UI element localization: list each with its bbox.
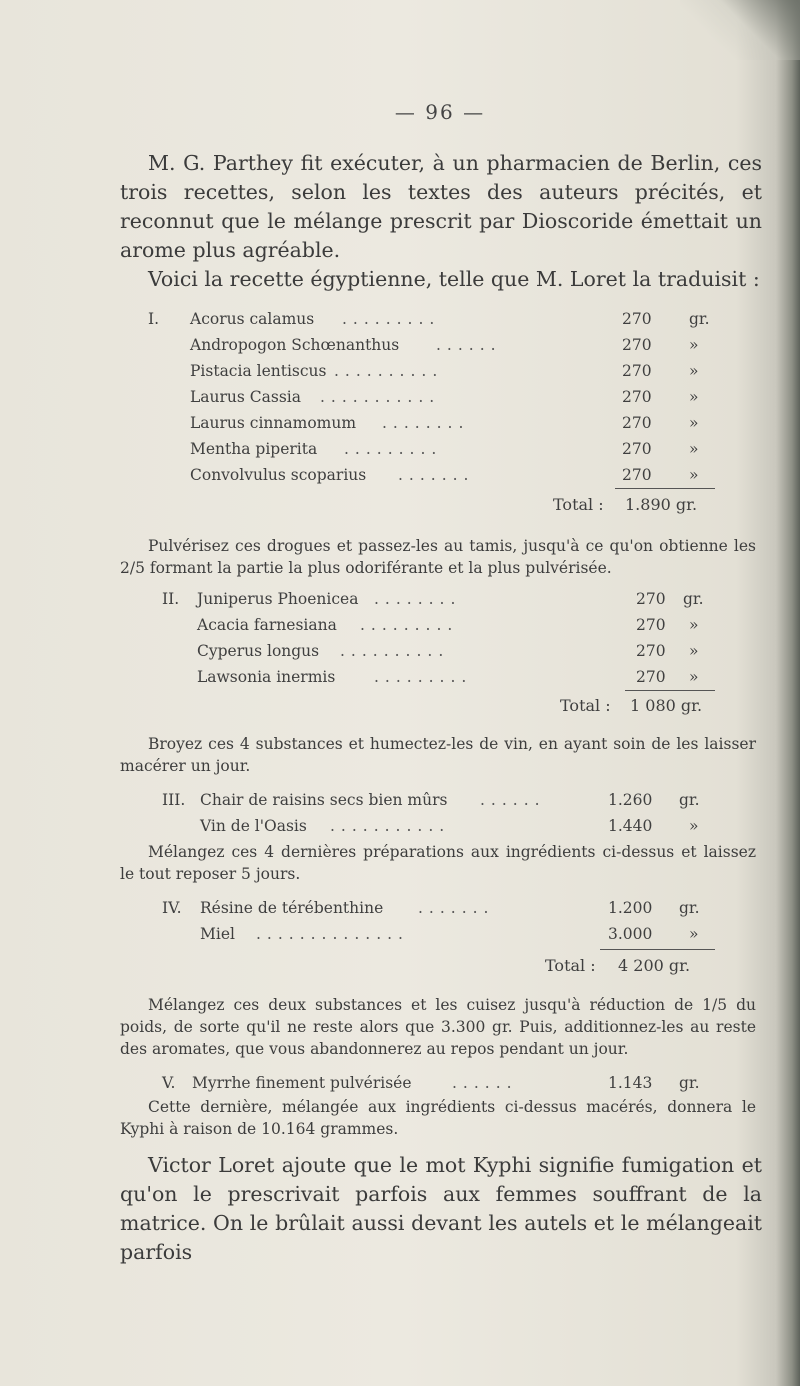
total-rule	[615, 488, 715, 489]
instruction-paragraph: Cette dernière, mélangée aux ingrédients ci-dessus macérés, donnera le Kyphi à raison de 10.164 grammes.	[120, 1098, 756, 1138]
ingredient-name: Laurus cinnamomum	[190, 414, 357, 432]
ingredient-qty: 270	[622, 414, 652, 432]
ingredient-unit: »	[689, 642, 699, 660]
ingredient-unit: »	[689, 817, 699, 835]
ingredient-name: Acorus calamus	[190, 310, 315, 328]
ingredient-qty: 270	[636, 668, 666, 686]
ingredient-qty: 270	[622, 440, 652, 458]
list-item: Convolvulus scoparius ....... 270 »	[190, 466, 699, 484]
ingredient-name: Lawsonia inermis	[197, 668, 336, 686]
instruction-paragraph: Pulvérisez ces drogues et passez-les au tamis, jusqu'à ce qu'on obtienne les 2/5 formant la partie la plus odoriférante et la plus pulvérisée.	[120, 537, 756, 577]
ingredient-name: Pistacia lentiscus	[190, 362, 327, 380]
ingredient-name: Myrrhe finement pulvérisée	[192, 1074, 412, 1092]
list-item: Mentha piperita ......... 270 »	[190, 440, 699, 458]
list-item: Laurus Cassia ........... 270 »	[190, 388, 699, 406]
list-item: Miel .............. 3.000 »	[200, 925, 699, 943]
list-item: Pistacia lentiscus .......... 270 »	[190, 362, 699, 380]
ingredient-unit: gr.	[679, 899, 700, 917]
total-row	[0, 695, 800, 717]
closing-paragraph: Victor Loret ajoute que le mot Kyphi signifie fumigation et qu'on le prescrivait parfois aux femmes souffrant de la matrice. On le brûlait aussi devant les autels et le mélangeait parfois	[120, 1153, 762, 1264]
list-item: IV. Résine de térébenthine ....... 1.200 gr.	[162, 899, 700, 917]
list-item: V. Myrrhe finement pulvérisée ...... 1.143 gr.	[162, 1074, 700, 1092]
total-row	[0, 955, 800, 977]
ingredient-name: Miel	[200, 925, 235, 943]
recipe-number: I.	[148, 310, 160, 328]
list-item: III. Chair de raisins secs bien mûrs ...... 1.260 gr.	[162, 791, 700, 809]
ingredient-unit: »	[689, 336, 699, 354]
list-item: Laurus cinnamomum ........ 270 »	[190, 414, 699, 432]
ingredient-qty: 270	[622, 388, 652, 406]
ingredient-qty: 270	[636, 590, 666, 608]
ingredient-qty: 1.440	[608, 817, 653, 835]
list-item: II. Juniperus Phoenicea ........ 270 gr.	[162, 590, 704, 608]
list-item: Vin de l'Oasis ........... 1.440 »	[200, 817, 699, 835]
ingredient-qty: 1.200	[608, 899, 653, 917]
ingredient-qty: 1.260	[608, 791, 653, 809]
intro-paragraph: M. G. Parthey fit exécuter, à un pharmacien de Berlin, ces trois recettes, selon les textes des auteurs précités, et reconnut que le mélange prescrit par Dioscoride émettait un arome plus agréable.	[120, 151, 762, 262]
instruction-paragraph: Mélangez ces 4 dernières préparations aux ingrédients ci-dessus et laissez le tout reposer 5 jours.	[120, 843, 756, 883]
ingredient-qty: 270	[622, 362, 652, 380]
ingredient-name: Juniperus Phoenicea	[197, 590, 359, 608]
list-item: Lawsonia inermis ......... 270 »	[197, 668, 699, 686]
total-label: Total :	[553, 495, 604, 514]
ingredient-qty: 1.143	[608, 1074, 653, 1092]
ingredient-unit: »	[689, 925, 699, 943]
total-rule	[625, 690, 715, 691]
page-edge-shadow	[680, 0, 800, 60]
recipe-number: III.	[162, 791, 186, 809]
ingredient-qty: 270	[636, 642, 666, 660]
total-label: Total :	[545, 956, 596, 975]
instruction-paragraph: Mélangez ces deux substances et les cuisez jusqu'à réduction de 1/5 du poids, de sorte qu'il ne reste alors que 3.300 gr. Puis, additionnez-les au reste des aromates, que vous abandonnerez au repos pendant un jour.	[120, 996, 756, 1058]
recipe-intro-paragraph: Voici la recette égyptienne, telle que M. Loret la traduisit :	[148, 267, 760, 291]
recipe-number: IV.	[162, 899, 182, 917]
total-value: 1 080 gr.	[630, 696, 703, 715]
ingredient-unit: »	[689, 414, 699, 432]
list-item: Cyperus longus .......... 270 »	[197, 642, 699, 660]
ingredient-unit: »	[689, 440, 699, 458]
ingredient-qty: 3.000	[608, 925, 653, 943]
total-label: Total :	[560, 696, 611, 715]
list-item: I. Acorus calamus ......... 270 gr.	[148, 310, 710, 328]
ingredient-unit: gr.	[679, 1074, 700, 1092]
ingredient-qty: 270	[622, 466, 652, 484]
ingredient-name: Andropogon Schœnanthus	[190, 336, 400, 354]
ingredient-name: Résine de térébenthine	[200, 899, 384, 917]
recipe-number: V.	[162, 1074, 176, 1092]
list-item: Acacia farnesiana ......... 270 »	[197, 616, 699, 634]
ingredient-qty: 270	[622, 310, 652, 328]
ingredient-unit: gr.	[683, 590, 704, 608]
ingredient-unit: »	[689, 362, 699, 380]
ingredient-name: Convolvulus scoparius	[190, 466, 367, 484]
total-row	[0, 494, 800, 516]
recipe-number: II.	[162, 590, 180, 608]
ingredient-qty: 270	[622, 336, 652, 354]
total-rule	[600, 949, 715, 950]
ingredient-unit: gr.	[679, 791, 700, 809]
ingredient-unit: »	[689, 388, 699, 406]
ingredient-unit: »	[689, 466, 699, 484]
list-item: Andropogon Schœnanthus ...... 270 »	[190, 336, 699, 354]
ingredient-qty: 270	[636, 616, 666, 634]
ingredient-unit: gr.	[689, 310, 710, 328]
ingredient-name: Acacia farnesiana	[197, 616, 337, 634]
total-value: 1.890 gr.	[625, 495, 698, 514]
ingredient-name: Mentha piperita	[190, 440, 318, 458]
ingredient-name: Laurus Cassia	[190, 388, 301, 406]
total-value: 4 200 gr.	[618, 956, 691, 975]
page-number: — 96 —	[394, 100, 486, 124]
ingredient-name: Cyperus longus	[197, 642, 320, 660]
ingredient-name: Vin de l'Oasis	[200, 817, 307, 835]
instruction-paragraph: Broyez ces 4 substances et humectez-les de vin, en ayant soin de les laisser macérer un jour.	[120, 735, 756, 775]
ingredient-unit: »	[689, 668, 699, 686]
ingredient-name: Chair de raisins secs bien mûrs	[200, 791, 448, 809]
ingredient-unit: »	[689, 616, 699, 634]
